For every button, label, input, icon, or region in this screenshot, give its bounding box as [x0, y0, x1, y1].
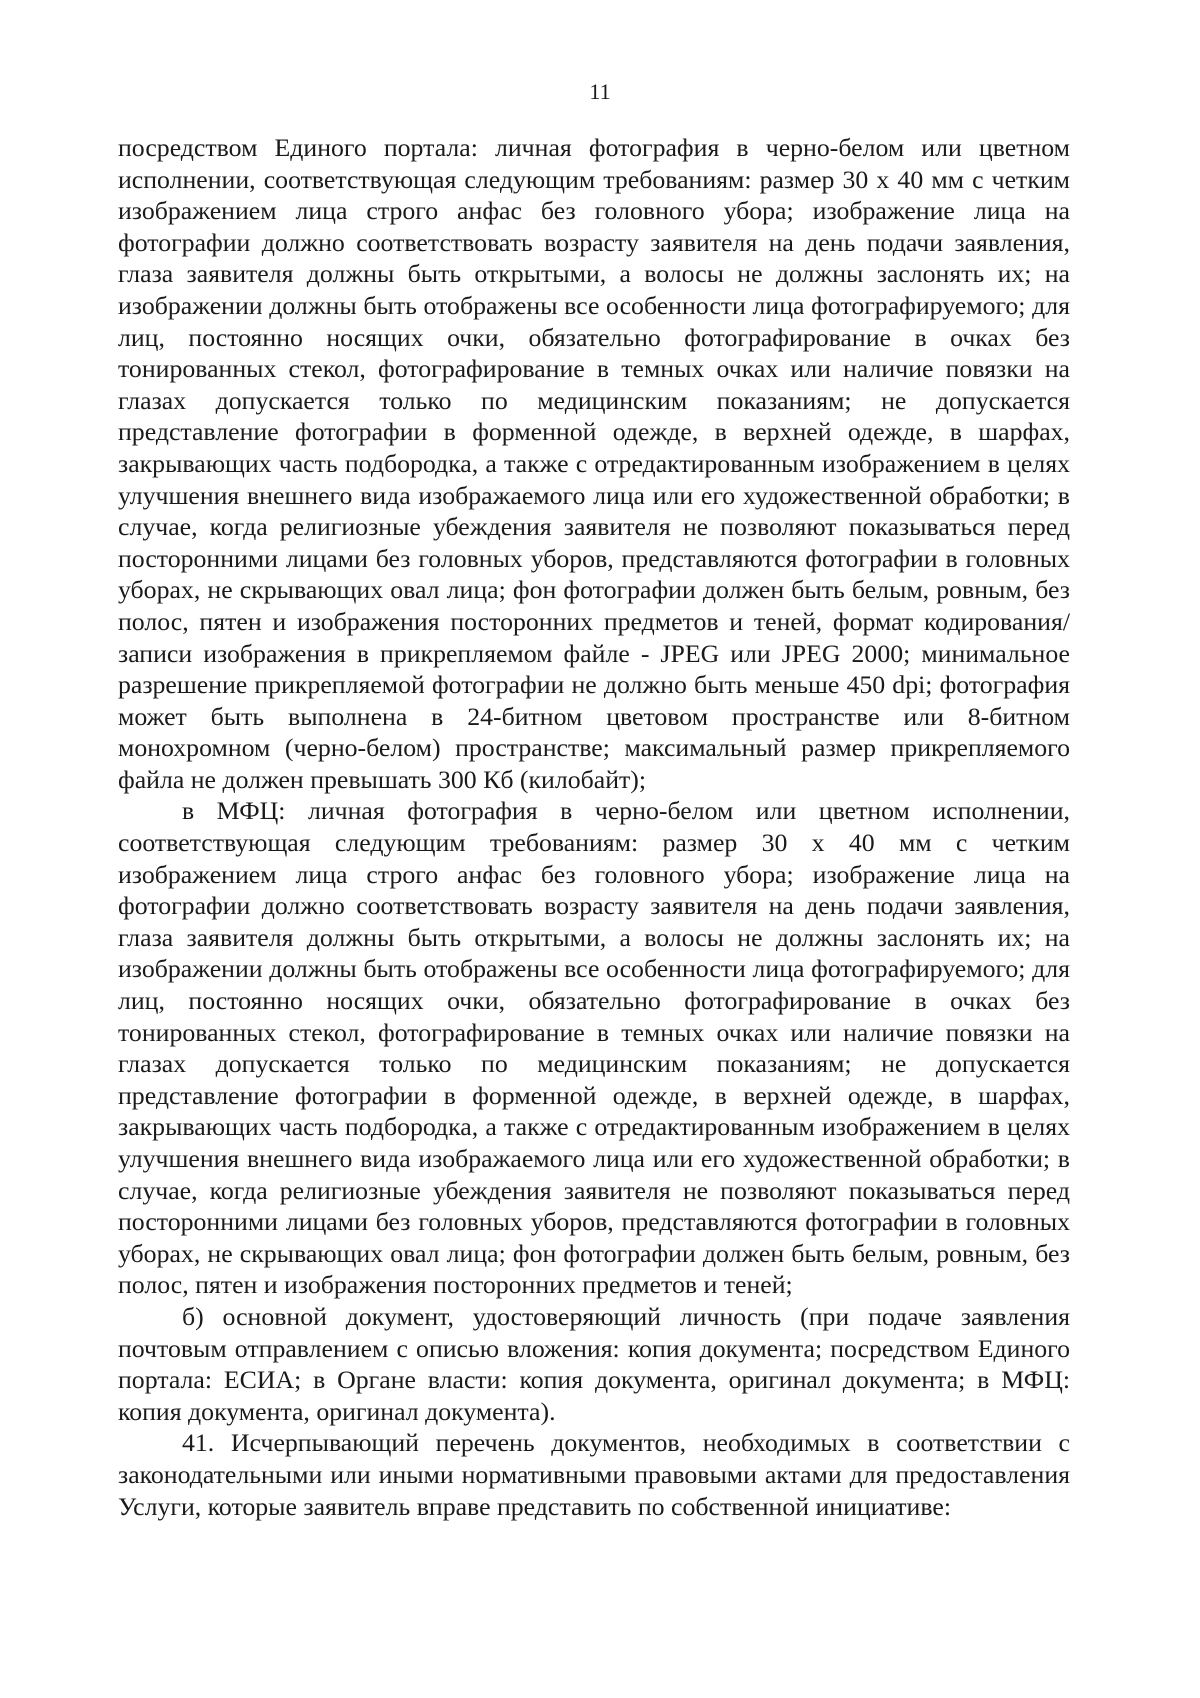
paragraph-identity-document: б) основной документ, удостоверяющий личность (при подаче заявления почтовым отправлением с описью вложения: копия документа; посредством Единого портала: ЕСИА; в Органе власти: копия документа, оригинал документа; в МФЦ: копия документа, оригинал документа). [118, 1301, 1070, 1426]
page-number: 11 [589, 79, 611, 104]
document-body [118, 132, 1070, 1522]
paragraph-mfc-photo-requirements: в МФЦ: личная фотография в черно-белом или цветном исполнении, соответствующая следующим требованиям: размер 30 х 40 мм с четким изображением лица строго анфас без головного убора; изображение лица на фотографии должно соответствовать возрасту заявителя на день подачи заявления, глаза заявителя должны быть открытыми, а волосы не должны заслонять их; на изображении должны быть отображены все особенности лица фотографируемого; для лиц, постоянно носящих очки, обязательно фотографирование в очках без тонированных стекол, фотографирование в темных очках или наличие повязки на глазах допускается только по медицинским показаниям; не допускается представление фотографии в форменной одежде, в верхней одежде, в шарфах, закрывающих часть подбородка, а также с отредактированным изображением в целях улучшения внешнего вида изображаемого лица или его художественной обработки; в случае, когда религиозные убеждения заявителя не позволяют показываться перед посторонними лицами без головных уборов, представляются фотографии в головных уборах, не скрывающих овал лица; фон фотографии должен быть белым, ровным, без полос, пятен и изображения посторонних предметов и теней; [118, 796, 1070, 1300]
paragraph-portal-photo-requirements: посредством Единого портала: личная фотография в черно-белом или цветном исполнении, соответствующая следующим требованиям: размер 30 х 40 мм с четким изображением лица строго анфас без головного убора; изображение лица на фотографии должно соответствовать возрасту заявителя на день подачи заявления, глаза заявителя должны быть открытыми, а волосы не должны заслонять их; на изображении должны быть отображены все особенности лица фотографируемого; для лиц, постоянно носящих очки, обязательно фотографирование в очках без тонированных стекол, фотографирование в темных очках или наличие повязки на глазах допускается только по медицинским показаниям; не допускается представление фотографии в форменной одежде, в верхней одежде, в шарфах, закрывающих часть подбородка, а также с отредактированным изображением в целях улучшения внешнего вида изображаемого лица или его художественной обработки; в случае, когда религиозные убеждения заявителя не позволяют показываться перед посторонними лицами без головных уборов, представляются фотографии в головных уборах, не скрывающих овал лица; фон фотографии должен быть белым, ровным, без полос, пятен и изображения посторонних предметов и теней, формат кодирования/записи изображения в прикрепляемом файле - JPEG или JPEG 2000; минимальное разрешение прикрепляемой фотографии не должно быть меньше 450 dpi; фотография может быть выполнена в 24-битном цветовом пространстве или 8-битном монохромном (черно-белом) пространстве; максимальный размер прикрепляемого файла не должен превышать 300 Кб (килобайт); [118, 133, 1070, 794]
paragraph-item-41: 41. Исчерпывающий перечень документов, необходимых в соответствии с законодательными или иными нормативными правовыми актами для предоставления Услуги, которые заявитель вправе представить по собственной инициативе: [118, 1428, 1070, 1521]
